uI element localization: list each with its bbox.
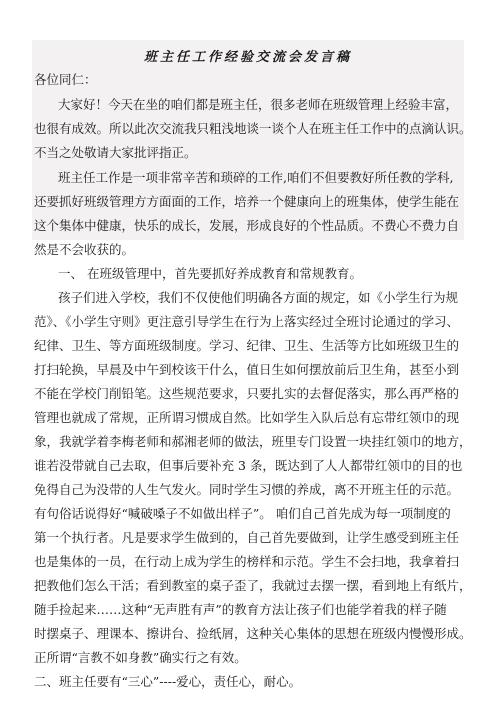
paragraph-line: 正所谓“言教不如身教”确实行之有效。	[34, 650, 247, 665]
paragraph-line: 纪律、卫生、等方面班级制度。学习、纪律、卫生、生活等方比如班级卫生的	[34, 338, 460, 353]
paragraph-line: 也很有成效。所以此次交流我只粗浅地谈一谈个人在班主任工作中的点滴认识。	[34, 121, 472, 136]
paragraph-line: 不能在学校门削铅笔。这些规范要求，只要扎实的去督促落实，那么再严格的	[34, 386, 460, 401]
paragraph-line: 不当之处敬请大家批评指正。	[34, 145, 197, 160]
paragraph-line: 也是集体的一员，在行动上成为学生的榜样和示范。学生不会扫地，我拿着扫	[34, 554, 460, 569]
paragraph-line: 第一个执行者。凡是要求学生做到的，自己首先要做到，让学生感受到班主任	[34, 530, 460, 545]
paragraph-line: 大家好！今天在坐的咱们都是班主任，很多老师在班级管理上经验丰富，	[58, 97, 459, 112]
paragraph-line: 还要抓好班级管理方方面面的工作，培养一个健康向上的班集体，使学生能在	[34, 194, 460, 209]
paragraph-line: 班主任工作是一项非常辛苦和琐碎的工作,咱们不但要教好所任教的学科,	[58, 170, 454, 185]
paragraph-line: 然是不会收获的。	[34, 242, 135, 257]
paragraph-line: 管理也就成了常规，正所谓习惯成自然。比如学生入队后总有忘带红领巾的现	[34, 410, 460, 425]
paragraph-line: 随手捡起来……这种“无声胜有声”的教育方法让孩子们也能学着我的样子随	[34, 602, 447, 617]
paragraph-line: 打扫轮换，早晨及中午到校该干什么，值日生如何摆放前后卫生角，甚至小到	[34, 362, 460, 377]
paragraph-line: 这个集体中健康，快乐的成长，发展，形成良好的个性品质。不费心不费力自	[34, 218, 460, 233]
section-heading-2: 二、班主任要有“三心”----爱心，责任心，耐心。	[34, 674, 302, 689]
section-heading-1: 一、 在班级管理中，首先要抓好养成教育和常规教育。	[58, 266, 362, 281]
paragraph-line: 免得自己为没带的人生气发火。同时学生习惯的养成，离不开班主任的示范。	[34, 482, 460, 497]
paragraph-line: 有句俗话说得好“喊破嗓子不如做出样子”。 咱们自己首先成为每一项制度的	[34, 506, 451, 521]
paragraph-line: 象，我就学着李梅老师和郝湘老师的做法，班里专门设置一块挂红领巾的地方，	[34, 434, 472, 449]
document-title: 班主任工作经验交流会发言稿	[143, 50, 352, 65]
paragraph-line: 把教他们怎么干活；看到教室的桌子歪了，我就过去摆一摆，看到地上有纸片，	[34, 578, 472, 593]
paragraph-line: 孩子们进入学校，我们不仅使他们明确各方面的规定，如《小学生行为规	[58, 290, 459, 305]
paragraph-line: 时摆桌子、理课本、擦讲台、捡纸屑，这种关心集体的思想在班级内慢慢形成。	[34, 626, 472, 641]
paragraph-line: 范》、《小学生守则》更注意引导学生在行为上落实经过全班讨论通过的学习、	[34, 314, 460, 329]
paragraph-line: 谁若没带就自己去取，但事后要补充 3 条，既达到了人人都带红领巾的目的也	[34, 458, 463, 473]
greeting: 各位同仁：	[34, 72, 97, 87]
